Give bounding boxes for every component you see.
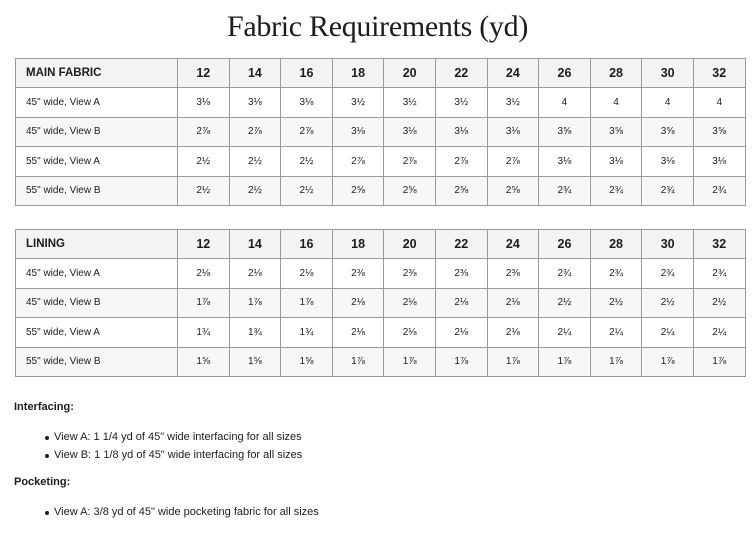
table-cell: 2⅛ — [229, 259, 281, 288]
row-label: 45" wide, View B — [16, 288, 178, 317]
list-item — [54, 429, 302, 447]
table-cell: 1⅞ — [281, 288, 333, 317]
table-cell: 3⅛ — [384, 117, 436, 146]
size-header: 28 — [590, 59, 642, 88]
table-cell: 2⅜ — [487, 259, 539, 288]
row-label: 55" wide, View B — [16, 347, 178, 376]
row-label: 45" wide, View A — [16, 88, 178, 117]
table-cell: 1⅞ — [642, 347, 694, 376]
table-row — [16, 176, 746, 205]
table-cell: 3⅛ — [590, 147, 642, 176]
table-row — [16, 88, 746, 117]
size-header: 26 — [539, 230, 591, 259]
table-cell: 2⅛ — [435, 288, 487, 317]
size-header: 24 — [487, 59, 539, 88]
table-cell: 2¾ — [590, 259, 642, 288]
table-cell: 2⅛ — [178, 259, 230, 288]
lining-header: LINING — [16, 230, 178, 259]
table-cell: 2¾ — [539, 176, 591, 205]
table-cell: 2¼ — [539, 318, 591, 347]
table-cell: 3⅛ — [539, 147, 591, 176]
table-row — [16, 318, 746, 347]
size-header: 20 — [384, 230, 436, 259]
table-cell: 2¼ — [590, 318, 642, 347]
table-cell: 2⅛ — [332, 288, 384, 317]
table-cell: 3½ — [332, 88, 384, 117]
table-cell: 2⅛ — [487, 318, 539, 347]
table-cell: 3⅛ — [178, 88, 230, 117]
main-fabric-table — [15, 58, 746, 206]
size-header: 14 — [229, 59, 281, 88]
table-cell: 2½ — [642, 288, 694, 317]
table-cell: 1⅞ — [384, 347, 436, 376]
table-cell: 1⅞ — [178, 288, 230, 317]
table-cell: 1¾ — [178, 318, 230, 347]
list-item — [54, 504, 319, 522]
interfacing-heading: Interfacing: — [14, 401, 74, 413]
table-cell: 4 — [693, 88, 745, 117]
size-header: 20 — [384, 59, 436, 88]
table-cell: 3⅛ — [281, 88, 333, 117]
table-cell: 2⅜ — [435, 259, 487, 288]
table-cell: 2¾ — [693, 259, 745, 288]
table-cell: 1⅞ — [487, 347, 539, 376]
table-cell: 3½ — [435, 88, 487, 117]
table-cell: 2¾ — [539, 259, 591, 288]
table-cell: 2⅛ — [281, 259, 333, 288]
bullet-icon — [45, 454, 49, 458]
table-cell: 2⅞ — [281, 117, 333, 146]
bullet-icon — [45, 436, 49, 440]
table-cell: 1¾ — [229, 318, 281, 347]
table-cell: 1⅝ — [229, 347, 281, 376]
table-cell: 3⅛ — [642, 147, 694, 176]
table-cell: 3⅛ — [693, 147, 745, 176]
table-cell: 3⅝ — [590, 117, 642, 146]
table-cell: 2½ — [178, 147, 230, 176]
table-cell: 1⅞ — [693, 347, 745, 376]
table-cell: 2⅛ — [384, 318, 436, 347]
row-label: 55" wide, View A — [16, 147, 178, 176]
table-cell: 2½ — [590, 288, 642, 317]
table-cell: 3⅝ — [539, 117, 591, 146]
table-cell: 3⅛ — [229, 88, 281, 117]
size-header: 28 — [590, 230, 642, 259]
table-cell: 3⅛ — [435, 117, 487, 146]
list-item — [54, 447, 302, 465]
bullet-icon — [45, 511, 49, 515]
pocketing-list — [54, 504, 319, 522]
size-header: 12 — [178, 59, 230, 88]
table-cell: 2⅜ — [384, 259, 436, 288]
table-cell: 2¾ — [590, 176, 642, 205]
table-cell: 1⅞ — [435, 347, 487, 376]
size-header: 18 — [332, 230, 384, 259]
size-header: 14 — [229, 230, 281, 259]
table-cell: 2⅛ — [435, 318, 487, 347]
table-cell: 2¾ — [642, 259, 694, 288]
main-fabric-header: MAIN FABRIC — [16, 59, 178, 88]
table-cell: 2⅝ — [435, 176, 487, 205]
table-cell: 1⅞ — [590, 347, 642, 376]
table-cell: 2⅛ — [332, 318, 384, 347]
table-cell: 2¼ — [693, 318, 745, 347]
pocketing-heading: Pocketing: — [14, 476, 71, 488]
row-label: 55" wide, View A — [16, 318, 178, 347]
size-header: 16 — [281, 230, 333, 259]
table-cell: 2½ — [281, 147, 333, 176]
table-row — [16, 117, 746, 146]
lining-table — [15, 229, 746, 377]
table-cell: 3⅝ — [642, 117, 694, 146]
table-cell: 4 — [642, 88, 694, 117]
table-cell: 2⅝ — [487, 176, 539, 205]
table-cell: 1⅞ — [332, 347, 384, 376]
table-cell: 2⅞ — [487, 147, 539, 176]
table-cell: 2¾ — [642, 176, 694, 205]
table-cell: 2⅞ — [384, 147, 436, 176]
interfacing-list — [54, 429, 302, 464]
main-fabric-header-row — [16, 59, 746, 88]
table-cell: 2½ — [281, 176, 333, 205]
table-row — [16, 259, 746, 288]
table-cell: 3½ — [487, 88, 539, 117]
size-header: 18 — [332, 59, 384, 88]
size-header: 22 — [435, 59, 487, 88]
interfacing-item: View B: 1 1/8 yd of 45" wide interfacing for all sizes — [54, 448, 303, 461]
interfacing-item: View A: 1 1/4 yd of 45" wide interfacing for all sizes — [54, 431, 302, 443]
row-label: 45" wide, View B — [16, 117, 178, 146]
row-label: 55" wide, View B — [16, 176, 178, 205]
table-row — [16, 147, 746, 176]
table-cell: 2¾ — [693, 176, 745, 205]
table-row — [16, 347, 746, 376]
lining-header-row — [16, 230, 746, 259]
table-cell: 2⅝ — [332, 176, 384, 205]
table-row — [16, 288, 746, 317]
table-cell: 2½ — [693, 288, 745, 317]
table-cell: 2⅞ — [229, 117, 281, 146]
table-cell: 2¼ — [642, 318, 694, 347]
table-cell: 4 — [539, 88, 591, 117]
table-cell: 1⅝ — [178, 347, 230, 376]
table-cell: 1¾ — [281, 318, 333, 347]
size-header: 32 — [693, 59, 745, 88]
table-cell: 2½ — [178, 176, 230, 205]
table-cell: 1⅞ — [539, 347, 591, 376]
size-header: 16 — [281, 59, 333, 88]
page-title: Fabric Requirements (yd) — [226, 10, 529, 43]
table-cell: 2⅜ — [332, 259, 384, 288]
table-cell: 3⅛ — [487, 117, 539, 146]
table-cell: 1⅝ — [281, 347, 333, 376]
table-cell: 2½ — [229, 147, 281, 176]
table-cell: 3⅛ — [332, 117, 384, 146]
size-header: 32 — [693, 230, 745, 259]
table-cell: 1⅞ — [229, 288, 281, 317]
size-header: 30 — [642, 230, 694, 259]
table-cell: 4 — [590, 88, 642, 117]
table-cell: 3½ — [384, 88, 436, 117]
table-cell: 2⅝ — [384, 176, 436, 205]
pocketing-item: View A: 3/8 yd of 45" wide pocketing fabric for all sizes — [54, 506, 319, 518]
table-cell: 3⅝ — [693, 117, 745, 146]
size-header: 22 — [435, 230, 487, 259]
table-cell: 2½ — [539, 288, 591, 317]
table-cell: 2⅞ — [178, 117, 230, 146]
table-cell: 2½ — [229, 176, 281, 205]
table-cell: 2⅞ — [435, 147, 487, 176]
size-header: 24 — [487, 230, 539, 259]
table-cell: 2⅞ — [332, 147, 384, 176]
size-header: 12 — [178, 230, 230, 259]
size-header: 30 — [642, 59, 694, 88]
size-header: 26 — [539, 59, 591, 88]
row-label: 45" wide, View A — [16, 259, 178, 288]
table-cell: 2⅛ — [384, 288, 436, 317]
table-cell: 2⅛ — [487, 288, 539, 317]
